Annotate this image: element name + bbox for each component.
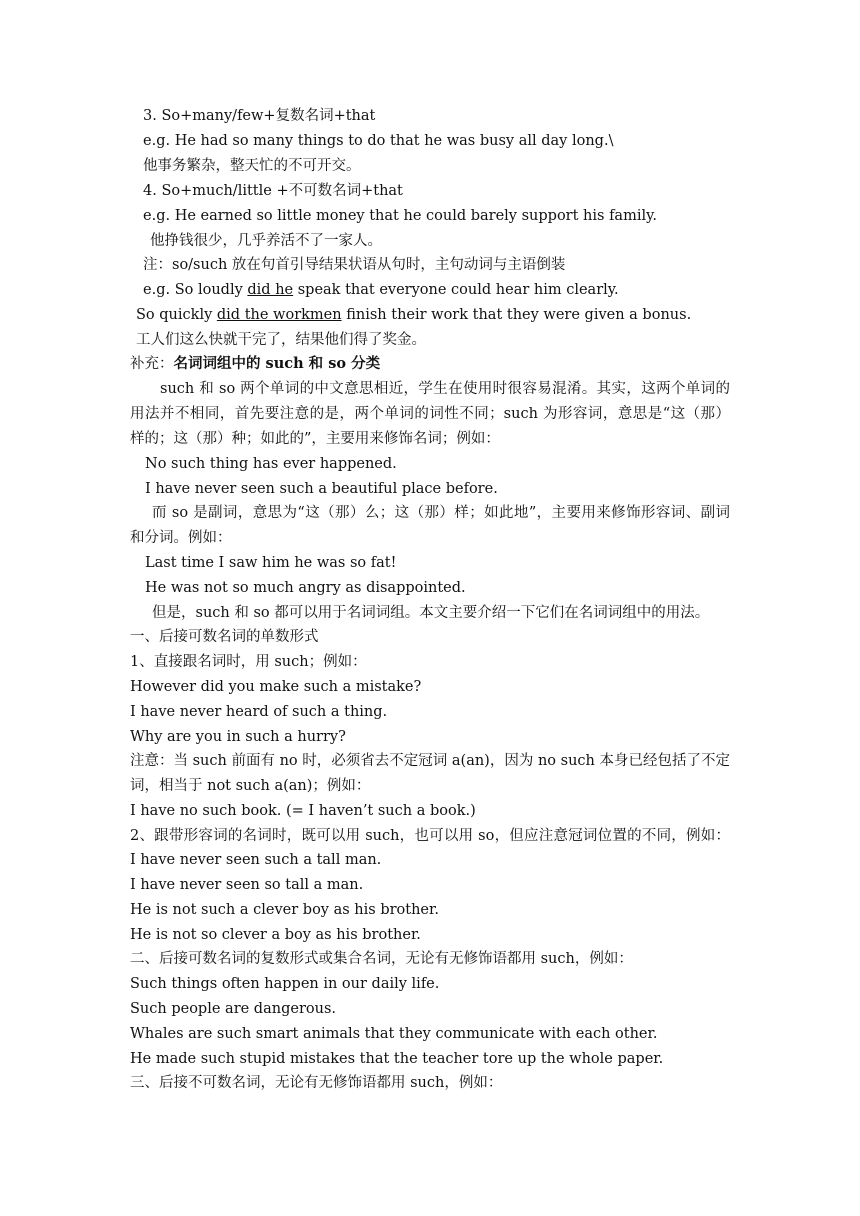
- text-line: However did you make such a mistake?: [130, 679, 422, 695]
- text-line: 样的；这（那）种；如此的”，主要用来修饰名词；例如：: [130, 431, 500, 447]
- text-line: Why are you in such a hurry?: [130, 729, 346, 745]
- text-line: e.g. He earned so little money that he could barely support his family.: [143, 208, 657, 224]
- text-line: He made such stupid mistakes that the teacher tore up the whole paper.: [130, 1051, 664, 1067]
- bold-heading: 名词词组中的 such 和 so 分类: [173, 355, 381, 372]
- text-line: Whales are such smart animals that they communicate with each other.: [130, 1026, 658, 1042]
- section-heading: [130, 354, 380, 374]
- text-line: 词，相当于 not such a(an)；例如：: [130, 778, 371, 794]
- text-line: 注意：当 such 前面有 no 时，必须省去不定冠词 a(an)，因为 no such 本身已经包括了不定: [130, 753, 730, 769]
- text-line: 而 so 是副词，意思为“这（那）么；这（那）样；如此地”，主要用来修饰形容词、副词: [152, 505, 730, 521]
- text-line: e.g. He had so many things to do that he was busy all day long.\: [143, 133, 614, 149]
- text-line: 一、后接可数名词的单数形式: [130, 629, 319, 645]
- text-line: 用法并不相同，首先要注意的是，两个单词的词性不同；such 为形容词，意思是“这（那）: [130, 406, 730, 422]
- text-line: [143, 280, 619, 300]
- text-line: 二、后接可数名词的复数形式或集合名词，无论有无修饰语都用 such，例如：: [130, 951, 633, 967]
- underlined-text: did he: [247, 282, 294, 298]
- text-line: No such thing has ever happened.: [145, 456, 397, 472]
- text-run: finish their work that they were given a bonus.: [341, 307, 692, 323]
- text-line: I have never seen such a beautiful place before.: [145, 481, 498, 497]
- text-line: 三、后接不可数名词，无论有无修饰语都用 such，例如：: [130, 1075, 503, 1091]
- text-run: speak that everyone could hear him clearly.: [293, 282, 619, 298]
- text-line: I have never heard of such a thing.: [130, 704, 388, 720]
- text-line: 3. So+many/few+复数名词+that: [143, 108, 376, 124]
- text-line: 他挣钱很少，几乎养活不了一家人。: [150, 233, 382, 249]
- text-line: 工人们这么快就干完了，结果他们得了奖金。: [136, 332, 426, 348]
- text-line: [136, 305, 691, 325]
- text-line: 4. So+much/little +不可数名词+that: [143, 183, 403, 199]
- text-line: I have no such book. (= I haven’t such a book.): [130, 803, 476, 819]
- text-line: He is not such a clever boy as his brother.: [130, 902, 439, 918]
- text-line: He was not so much angry as disappointed.: [145, 580, 466, 596]
- text-run: e.g. So loudly: [143, 282, 248, 298]
- text-run: So quickly: [136, 307, 217, 323]
- underlined-text: did the workmen: [216, 307, 342, 323]
- text-run: 补充：: [130, 356, 174, 372]
- text-line: 和分词。例如：: [130, 530, 232, 546]
- text-line: He is not so clever a boy as his brother.: [130, 927, 421, 943]
- text-line: I have never seen so tall a man.: [130, 877, 364, 893]
- text-line: I have never seen such a tall man.: [130, 852, 382, 868]
- text-line: Such things often happen in our daily life.: [130, 976, 440, 992]
- text-line: Such people are dangerous.: [130, 1001, 336, 1017]
- text-line: 1、直接跟名词时，用 such；例如：: [130, 654, 367, 670]
- text-line: Last time I saw him he was so fat!: [145, 555, 397, 571]
- text-line: 注：so/such 放在句首引导结果状语从句时，主句动词与主语倒装: [143, 257, 566, 273]
- text-line: 但是，such 和 so 都可以用于名词词组。本文主要介绍一下它们在名词词组中的用法。: [152, 605, 710, 621]
- text-line: such 和 so 两个单词的中文意思相近，学生在使用时很容易混淆。其实，这两个单词的: [160, 381, 730, 397]
- text-line: 他事务繁杂，整天忙的不可开交。: [143, 158, 361, 174]
- text-line: 2、跟带形容词的名词时，既可以用 such，也可以用 so，但应注意冠词位置的不同，例如：: [130, 828, 730, 844]
